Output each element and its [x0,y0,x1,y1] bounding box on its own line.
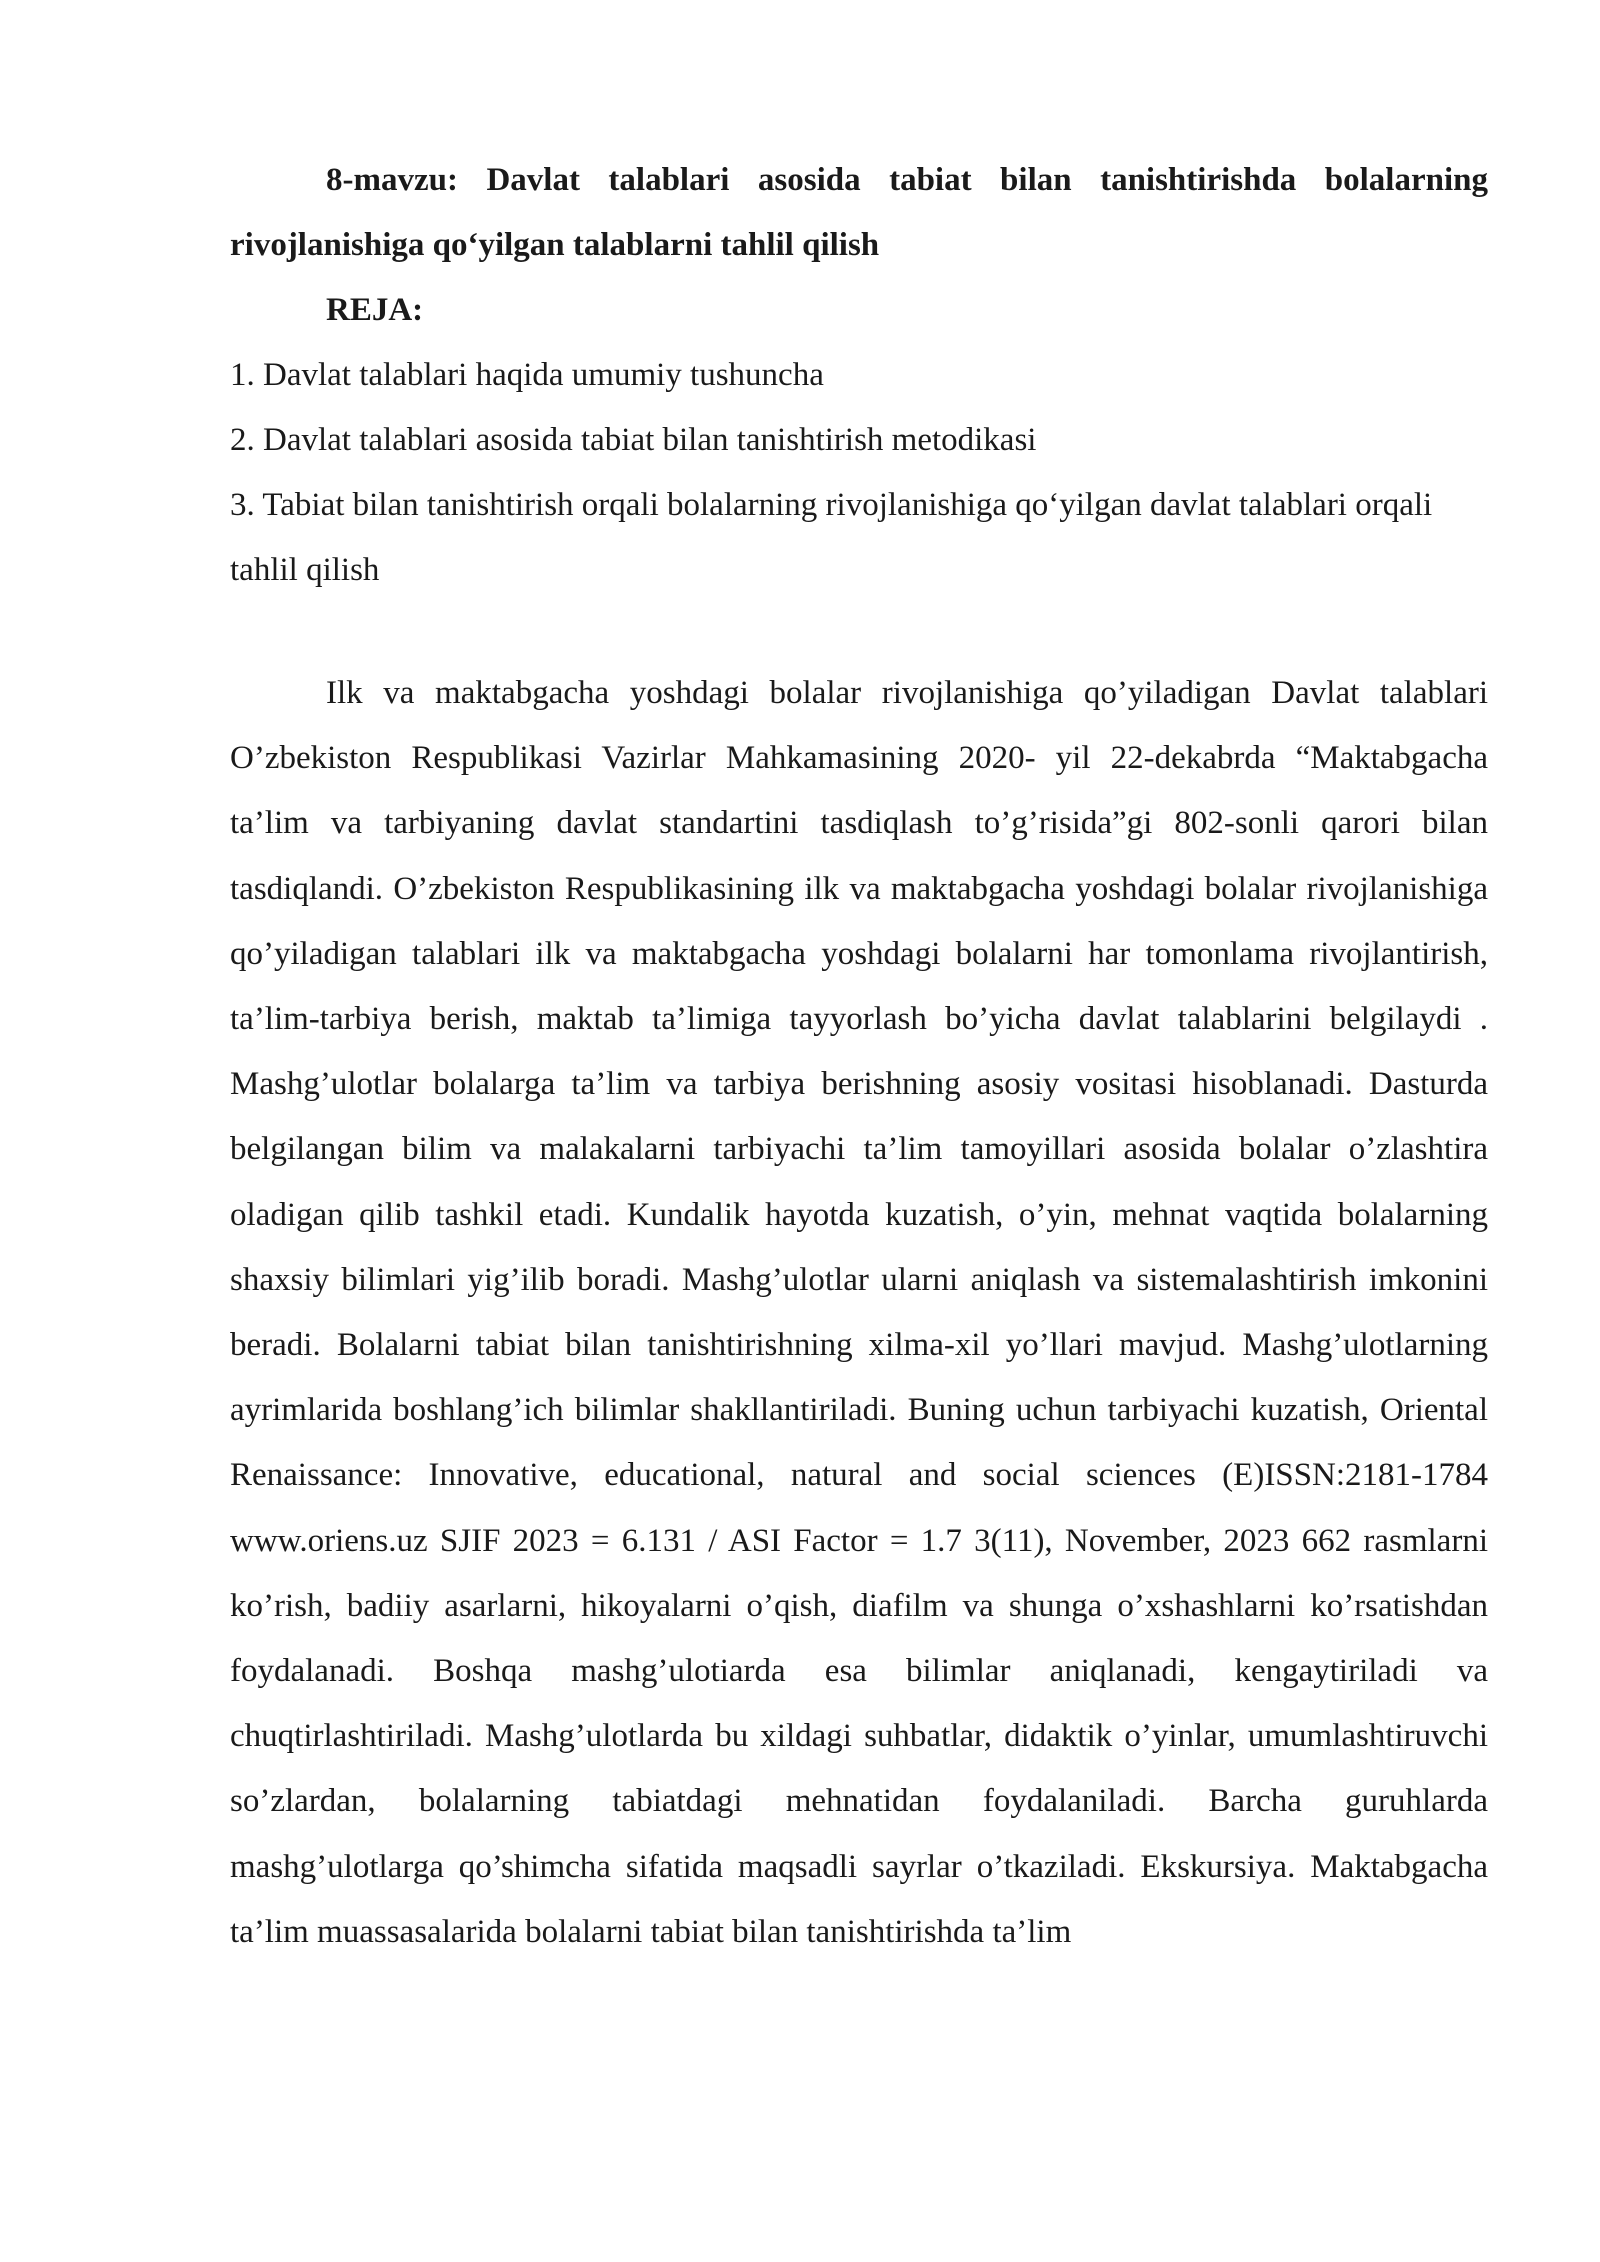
plan-item-1: 1. Davlat talablari haqida umumiy tushuncha [230,357,824,393]
plan-item-2: 2. Davlat talablari asosida tabiat bilan tanishtirish metodikasi [230,422,1037,458]
document-content [230,148,1488,1965]
plan-list [230,343,1488,603]
body-paragraph: Ilk va maktabgacha yoshdagi bolalar rivojlanishiga qo’yiladigan Davlat talablari O’zbekiston Respublikasi Vazirlar Mahkamasining 2020- yil 22-dekabrda “Maktabgacha ta’lim va tarbiyaning davlat standartini tasdiqlash to’g’risida”gi 802-sonli qarori bilan tasdiqlandi. O’zbekiston Respublikasining ilk va maktabgacha yoshdagi bolalar rivojlanishiga qo’yiladigan talablari ilk va maktabgacha yoshdagi bolalarni har tomonlama rivojlantirish, ta’lim-tarbiya berish, maktab ta’limiga tayyorlash bo’yicha davlat talablarini belgilaydi . Mashg’ulotlar bolalarga ta’lim va tarbiya berishning asosiy vositasi hisoblanadi. Dasturda belgilangan bilim va malakalarni tarbiyachi ta’lim tamoyillari asosida bolalar o’zlashtira oladigan qilib tashkil etadi. Kundalik hayotda kuzatish, o’yin, mehnat vaqtida bolalarning shaxsiy bilimlari yig’ilib boradi. Mashg’ulotlar ularni aniqlash va sistemalashtirish imkonini beradi. Bolalarni tabiat bilan tanishtirishning xilma-xil yo’llari mavjud. Mashg’ulotlarning ayrimlarida boshlang’ich bilimlar shakllantiriladi. Buning uchun tarbiyachi kuzatish, Oriental Renaissance: Innovative, educational, natural and social sciences (E)ISSN:2181-1784 www.oriens.uz SJIF 2023 = 6.131 / ASI Factor = 1.7 3(11), November, 2023 662 rasmlarni ko’rish, badiiy asarlarni, hikoyalarni o’qish, diafilm va shunga o’xshashlarni ko’rsatishdan foydalanadi. Boshqa mashg’ulotiarda esa bilimlar aniqlanadi, kengaytiriladi va chuqtirlashtiriladi. Mashg’ulotlarda bu xildagi suhbatlar, didaktik o’yinlar, umumlashtiruvchi so’zlardan, bolalarning tabiatdagi mehnatidan foydalaniladi. Barcha guruhlarda mashg’ulotlarga qo’shimcha sifatida maqsadli sayrlar o’tkaziladi. Ekskursiya. Maktabgacha ta’lim muassasalarida bolalarni tabiat bilan tanishtirishda ta’lim [230,675,1488,1950]
plan-heading: REJA: [326,292,424,328]
section-spacer [230,603,1488,661]
plan-item-3: 3. Tabiat bilan tanishtirish orqali bolalarning rivojlanishiga qo‘yilgan davlat talablari orqali tahlil qilish [230,487,1433,588]
document-title: 8-mavzu: Davlat talablari asosida tabiat bilan tanishtirishda bolalarning rivojlanishiga qo‘yilgan talablarni tahlil qilish [230,162,1488,263]
